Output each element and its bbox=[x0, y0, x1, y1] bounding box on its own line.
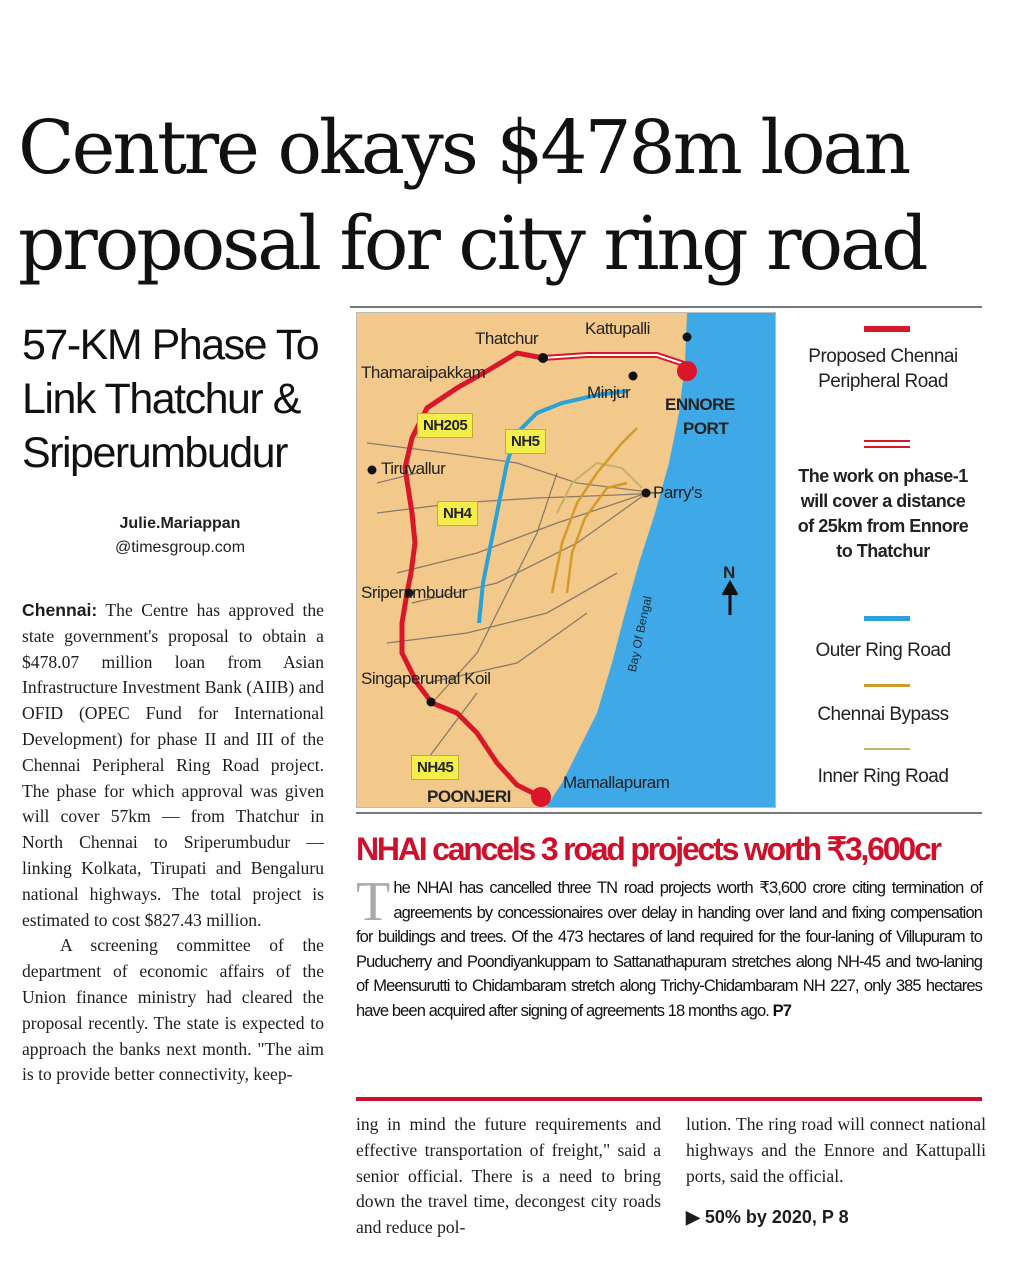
nh205-badge: NH205 bbox=[417, 413, 473, 438]
legend-swatch-phase1-bottom bbox=[864, 446, 910, 448]
label-sriperumbudur: Sriperumbudur bbox=[361, 583, 467, 602]
nh45-badge: NH45 bbox=[411, 755, 459, 780]
headline bbox=[18, 100, 998, 292]
label-mamallapuram: Mamallapuram bbox=[563, 773, 670, 792]
nhai-dropcap: T bbox=[356, 871, 390, 933]
headline-line-2: proposal for city ring road bbox=[18, 201, 926, 287]
legend-chennai-bypass: Chennai Bypass bbox=[817, 704, 949, 725]
legend-swatch-phase1-top bbox=[864, 440, 910, 442]
byline-name: Julie.Mariappan bbox=[119, 515, 241, 532]
article-paragraph-1: The Centre has approved the state government's proposal to obtain a $478.07 million loan from Asian Infrastructure Investment Bank (AIIB) and OFID (OPEC Fund for International Development) for phase II and III of the Chennai Peripheral Ring Road project. The phase for which approval was given will cover 57km — from Thatchur in North Chennai to Sriperumbudur — linking Kolkata, Tirupati and Bengaluru national highways. The total project is estimated to cost $827.43 million. bbox=[22, 600, 324, 930]
subhead-line-1: 57-KM Phase To bbox=[22, 321, 319, 369]
map-bottom-divider bbox=[356, 812, 982, 814]
legend-swatch-outer bbox=[864, 616, 910, 621]
label-poonjeri: POONJERI bbox=[427, 787, 511, 806]
legend-outer-ring-road: Outer Ring Road bbox=[815, 640, 951, 661]
nhai-body-text: he NHAI has cancelled three TN road projects worth ₹3,600 crore citing termination of agreements by concessionaires over delay in handing over land and fixing compensation for buildings and trees. Of the 473 hectares of land required for the four-laning of Villupuram to Puducherry and Poondiyankuppam to Sattanathapuram stretches along NH-45 and two-laning of Meensurutti to Chidambaram stretch along Trichy-Chidambaram NH 227, only 385 hectares have been acquired after signing of agreements 18 months ago. bbox=[356, 879, 982, 1020]
label-thatchur: Thatchur bbox=[475, 329, 539, 348]
subhead-line-3: Sriperumbudur bbox=[22, 429, 287, 477]
label-thamaraipakkam: Thamaraipakkam bbox=[361, 363, 486, 382]
byline bbox=[40, 512, 320, 560]
poonjeri-marker bbox=[531, 787, 551, 807]
article-column-3 bbox=[686, 1112, 986, 1231]
label-port: PORT bbox=[683, 419, 729, 438]
legend-proposed: Proposed Chennai Peripheral Road bbox=[808, 346, 958, 392]
label-kattupalli: Kattupalli bbox=[585, 319, 650, 338]
top-divider bbox=[350, 306, 982, 308]
article-paragraph-3: ing in mind the future requirements and effective transportation of freight," said a senior official. There is a need to bring down the travel time, decongest city roads and reduce pol- bbox=[356, 1114, 661, 1238]
map-legend bbox=[784, 312, 982, 808]
map-canvas bbox=[357, 313, 776, 808]
byline-email: @timesgroup.com bbox=[114, 539, 246, 556]
label-singaperumal-koil: Singaperumal Koil bbox=[361, 669, 491, 688]
route-map bbox=[356, 312, 776, 808]
nhai-headline: NHAI cancels 3 road projects worth ₹3,600cr bbox=[356, 831, 940, 867]
label-minjur: Minjur bbox=[587, 383, 631, 402]
label-ennore: ENNORE bbox=[665, 395, 735, 414]
headline-line-1: Centre okays $478m loan bbox=[18, 105, 909, 191]
label-tiruvallur: Tiruvallur bbox=[381, 459, 446, 478]
subhead-line-2: Link Thatchur & bbox=[22, 375, 300, 423]
legend-swatch-bypass bbox=[864, 684, 910, 687]
page-reference: ▶ 50% by 2020, P 8 bbox=[686, 1207, 849, 1228]
legend-inner-ring-road: Inner Ring Road bbox=[817, 766, 949, 787]
nhai-page-ref: P7 bbox=[772, 1001, 791, 1020]
nh4-badge: NH4 bbox=[437, 501, 478, 526]
article-paragraph-4: lution. The ring road will connect national highways and the Ennore and Kattupalli ports, said the official. bbox=[686, 1114, 986, 1186]
nh5-badge: NH5 bbox=[505, 429, 546, 454]
legend-swatch-proposed bbox=[864, 326, 910, 332]
label-parrys: Parry's bbox=[653, 483, 702, 502]
label-bay-of-bengal: Bay Of Bengal bbox=[624, 594, 655, 674]
dateline: Chennai: bbox=[22, 600, 98, 620]
subhead bbox=[22, 318, 337, 480]
article-column-1 bbox=[22, 598, 324, 1088]
article-column-2 bbox=[356, 1112, 661, 1241]
north-label: N bbox=[723, 563, 735, 582]
legend-phase1-note: The work on phase-1 will cover a distance of 25km from Ennore to Thatchur bbox=[797, 466, 969, 561]
article-paragraph-2: A screening committee of the department of economic affairs of the Union finance ministry had cleared the proposal recently. The state is expected to approach the banks next month. "The aim is to provide better connectivity, keep- bbox=[22, 935, 324, 1085]
nhai-red-rule bbox=[356, 1097, 982, 1101]
nhai-body bbox=[356, 871, 982, 1023]
ennore-port-marker bbox=[677, 361, 697, 381]
legend-swatch-inner bbox=[864, 748, 910, 750]
